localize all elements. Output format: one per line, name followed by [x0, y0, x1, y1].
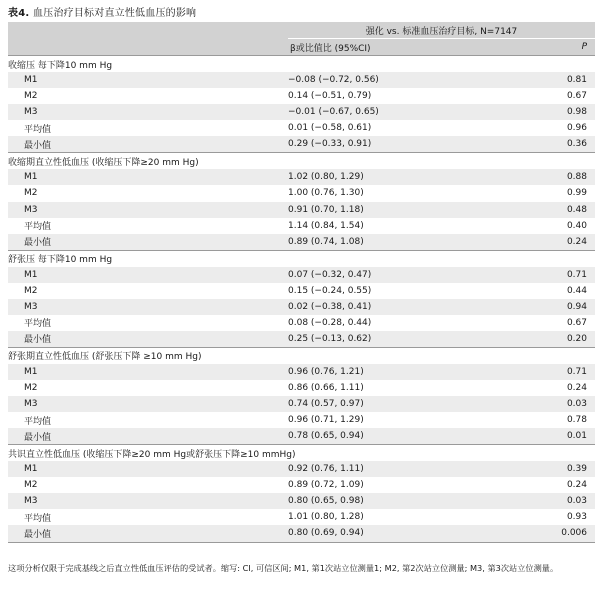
row-estimate: 0.86 (0.66, 1.11)	[288, 380, 527, 396]
row-label: 最小值	[8, 428, 288, 445]
header-blank	[8, 22, 288, 39]
row-label: M3	[8, 396, 288, 412]
table-row	[8, 169, 595, 185]
row-estimate: 0.01 (−0.58, 0.61)	[288, 120, 527, 136]
row-p-value: 0.01	[527, 428, 595, 445]
section-heading-row	[8, 250, 595, 267]
section-heading-row	[8, 347, 595, 364]
row-label: 最小值	[8, 234, 288, 251]
table-row	[8, 120, 595, 136]
section-heading: 共识直立性低血压 (收缩压下降≥20 mm Hg或舒张压下降≥10 mmHg)	[8, 445, 595, 462]
row-estimate: 0.25 (−0.13, 0.62)	[288, 331, 527, 348]
row-label: M1	[8, 364, 288, 380]
row-estimate: 1.00 (0.76, 1.30)	[288, 185, 527, 201]
row-label: M2	[8, 185, 288, 201]
table-row	[8, 461, 595, 477]
table-caption: 血压治疗目标对直立性低血压的影响	[33, 8, 197, 19]
row-estimate: 0.78 (0.65, 0.94)	[288, 428, 527, 445]
header-row-comparison	[8, 22, 595, 39]
table-row	[8, 315, 595, 331]
row-p-value: 0.006	[527, 525, 595, 542]
row-label: M2	[8, 477, 288, 493]
section-heading: 收缩压 每下降10 mm Hg	[8, 56, 595, 73]
row-label: 最小值	[8, 136, 288, 153]
row-label: M3	[8, 493, 288, 509]
table-row	[8, 283, 595, 299]
table-row	[8, 412, 595, 428]
row-p-value: 0.67	[527, 315, 595, 331]
table-row	[8, 185, 595, 201]
row-label: 平均值	[8, 315, 288, 331]
table-row	[8, 380, 595, 396]
row-estimate: 0.96 (0.71, 1.29)	[288, 412, 527, 428]
row-estimate: 0.80 (0.65, 0.98)	[288, 493, 527, 509]
row-p-value: 0.24	[527, 234, 595, 251]
row-label: M2	[8, 88, 288, 104]
row-label: 平均值	[8, 412, 288, 428]
row-p-value: 0.20	[527, 331, 595, 348]
row-estimate: 0.08 (−0.28, 0.44)	[288, 315, 527, 331]
row-p-value: 0.98	[527, 104, 595, 120]
row-estimate: 0.91 (0.70, 1.18)	[288, 202, 527, 218]
row-estimate: 1.01 (0.80, 1.28)	[288, 509, 527, 525]
row-p-value: 0.24	[527, 477, 595, 493]
section-heading-row	[8, 445, 595, 462]
row-estimate: 0.80 (0.69, 0.94)	[288, 525, 527, 542]
row-p-value: 0.44	[527, 283, 595, 299]
table-row	[8, 218, 595, 234]
table-row	[8, 428, 595, 445]
row-estimate: 0.29 (−0.33, 0.91)	[288, 136, 527, 153]
header-estimate: β或比值比 (95%CI)	[8, 39, 527, 56]
row-estimate: −0.01 (−0.67, 0.65)	[288, 104, 527, 120]
row-estimate: 0.89 (0.74, 1.08)	[288, 234, 527, 251]
row-label: M1	[8, 72, 288, 88]
row-p-value: 0.93	[527, 509, 595, 525]
table-row	[8, 299, 595, 315]
row-estimate: 0.07 (−0.32, 0.47)	[288, 267, 527, 283]
table-number: 表4.	[8, 8, 30, 19]
section-heading: 舒张压 每下降10 mm Hg	[8, 250, 595, 267]
table-row	[8, 396, 595, 412]
header-row-columns	[8, 39, 595, 56]
row-label: M3	[8, 299, 288, 315]
section-heading: 收缩期直立性低血压 (收缩压下降≥20 mm Hg)	[8, 153, 595, 170]
row-estimate: −0.08 (−0.72, 0.56)	[288, 72, 527, 88]
table-row	[8, 202, 595, 218]
row-estimate: 0.02 (−0.38, 0.41)	[288, 299, 527, 315]
row-p-value: 0.96	[527, 120, 595, 136]
row-label: M3	[8, 202, 288, 218]
row-label: 平均值	[8, 509, 288, 525]
row-label: M1	[8, 461, 288, 477]
row-label: M1	[8, 169, 288, 185]
row-label: M2	[8, 283, 288, 299]
section-heading: 舒张期直立性低血压 (舒张压下降 ≥10 mm Hg)	[8, 347, 595, 364]
row-p-value: 0.99	[527, 185, 595, 201]
row-p-value: 0.71	[527, 267, 595, 283]
row-p-value: 0.48	[527, 202, 595, 218]
row-label: M3	[8, 104, 288, 120]
row-p-value: 0.88	[527, 169, 595, 185]
row-p-value: 0.67	[527, 88, 595, 104]
row-p-value: 0.24	[527, 380, 595, 396]
table-row	[8, 493, 595, 509]
row-p-value: 0.39	[527, 461, 595, 477]
row-estimate: 0.15 (−0.24, 0.55)	[288, 283, 527, 299]
table-row	[8, 477, 595, 493]
table-row	[8, 72, 595, 88]
row-label: 最小值	[8, 331, 288, 348]
table-title	[8, 4, 196, 19]
row-p-value: 0.36	[527, 136, 595, 153]
table-row	[8, 267, 595, 283]
row-estimate: 0.92 (0.76, 1.11)	[288, 461, 527, 477]
row-p-value: 0.03	[527, 493, 595, 509]
row-estimate: 0.14 (−0.51, 0.79)	[288, 88, 527, 104]
results-table	[8, 22, 595, 543]
row-p-value: 0.78	[527, 412, 595, 428]
table-row	[8, 364, 595, 380]
row-estimate: 1.14 (0.84, 1.54)	[288, 218, 527, 234]
section-heading-row	[8, 153, 595, 170]
table-row	[8, 525, 595, 542]
row-estimate: 0.74 (0.57, 0.97)	[288, 396, 527, 412]
row-estimate: 0.96 (0.76, 1.21)	[288, 364, 527, 380]
header-comparison: 强化 vs. 标准血压治疗目标, N=7147	[288, 22, 595, 39]
table-row	[8, 104, 595, 120]
row-p-value: 0.03	[527, 396, 595, 412]
row-estimate: 0.89 (0.72, 1.09)	[288, 477, 527, 493]
row-p-value: 0.40	[527, 218, 595, 234]
table-row	[8, 331, 595, 348]
header-p-value: P	[527, 39, 595, 56]
row-label: M2	[8, 380, 288, 396]
row-label: 最小值	[8, 525, 288, 542]
table-row	[8, 88, 595, 104]
row-label: M1	[8, 267, 288, 283]
table-row	[8, 509, 595, 525]
row-p-value: 0.71	[527, 364, 595, 380]
row-label: 平均值	[8, 218, 288, 234]
table-row	[8, 234, 595, 251]
table-footnote: 这项分析仅限于完成基线之后直立性低血压评估的受试者。缩写: CI, 可信区间; M1, 第1次站立位测量1; M2, 第2次站立位测量; M3, 第3次站立位测量。	[8, 563, 559, 573]
row-estimate: 1.02 (0.80, 1.29)	[288, 169, 527, 185]
table-row	[8, 136, 595, 153]
row-p-value: 0.94	[527, 299, 595, 315]
row-label: 平均值	[8, 120, 288, 136]
section-heading-row	[8, 56, 595, 73]
row-p-value: 0.81	[527, 72, 595, 88]
